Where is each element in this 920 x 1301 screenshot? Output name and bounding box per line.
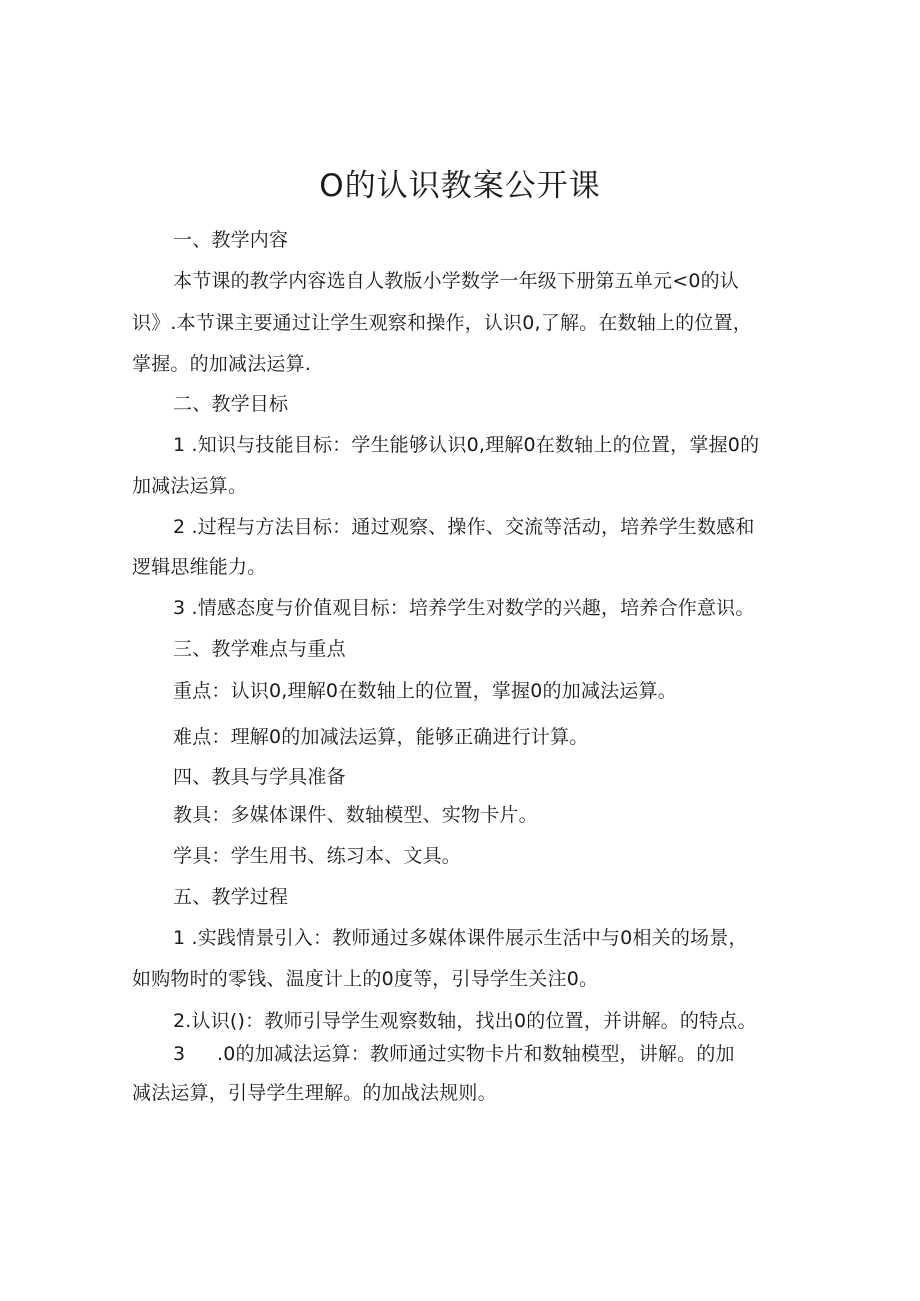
- paragraph-line: 重点：认识0,理解0在数轴上的位置，掌握0的加减法运算。: [173, 680, 677, 702]
- paragraph-line: 1 .知识与技能目标：学生能够认识0,理解0在数轴上的位置，掌握0的: [173, 434, 760, 456]
- paragraph-line: 教具：多媒体课件、数轴模型、实物卡片。: [173, 804, 538, 826]
- paragraph-line: [173, 1040, 735, 1068]
- paragraph-line: 本节课的教学内容选自人教版小学数学一年级下册第五单元<0的认: [173, 270, 740, 292]
- paragraph-line: 加减法运算。: [132, 475, 248, 497]
- paragraph-line: 学具：学生用书、练习本、文具。: [173, 845, 462, 867]
- section-heading-materials: 四、教具与学具准备: [173, 766, 346, 788]
- section-heading-key-points: 三、教学难点与重点: [173, 638, 346, 660]
- paragraph-line: 1 .实践情景引入：教师通过多媒体课件展示生活中与0相关的场景，: [173, 927, 748, 949]
- list-text: .0的加减法运算：教师通过实物卡片和数轴模型，讲解。的加: [217, 1043, 735, 1065]
- paragraph-line: 如购物时的零钱、温度计上的0度等，引导学生关注0。: [132, 968, 599, 990]
- paragraph-line: 3 .情感态度与价值观目标：培养学生对数学的兴趣，培养合作意识。: [173, 597, 755, 619]
- section-heading-process: 五、教学过程: [173, 886, 289, 908]
- paragraph-line: 逻辑思维能力。: [132, 556, 267, 578]
- paragraph-line: 2 .过程与方法目标：通过观察、操作、交流等活动，培养学生数感和: [173, 516, 755, 538]
- paragraph-line: 掌握。的加减法运算.: [132, 353, 312, 375]
- section-heading-goals: 二、教学目标: [173, 393, 289, 415]
- paragraph-line: 识》.本节课主要通过让学生观察和操作，认识0,了解。在数轴上的位置，: [132, 312, 752, 334]
- document-title: O的认识教案公开课: [319, 168, 601, 204]
- list-number: 3: [173, 1043, 186, 1065]
- paragraph-line: 2.认识()：教师引导学生观察数轴，找出0的位置，并讲解。的特点。: [173, 1010, 757, 1032]
- section-heading-content: 一、教学内容: [173, 229, 289, 251]
- paragraph-line: 难点：理解0的加减法运算，能够正确进行计算。: [173, 726, 589, 748]
- paragraph-line: 减法运算，引导学生理解。的加战法规则。: [132, 1082, 497, 1104]
